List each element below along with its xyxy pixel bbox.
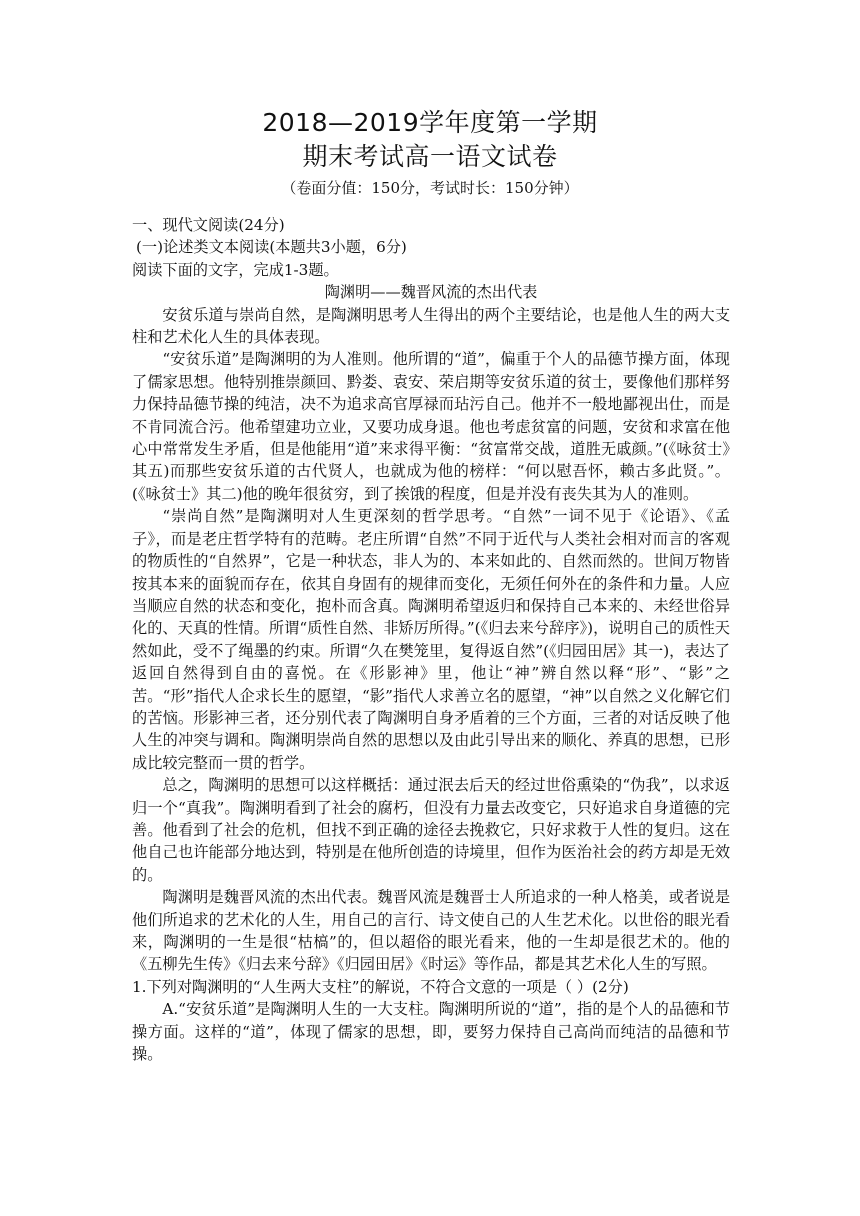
exam-subtitle: （卷面分值：150分，考试时长：150分钟）	[281, 179, 579, 197]
exam-header	[0, 106, 860, 200]
question-1-option-a: A.“安贫乐道”是陶渊明人生的一大支柱。陶渊明所说的“道”，指的是个人的品德和节操方面。这样的“道”，体现了儒家的思想，即，要努力保持自己高尚而纯洁的品德和节操。	[132, 1000, 730, 1064]
article-paragraph-5: 陶渊明是魏晋风流的杰出代表。魏晋风流是魏晋士人所追求的一种人格美，或者说是他们所追求的艺术化的人生，用自己的言行、诗文使自己的人生艺术化。以世俗的眼光看来，陶渊明的一生是很“枯槁”的，但以超俗的眼光看来，他的一生却是很艺术的。他的《五柳先生传》《归去来兮辞》《归园田居》《时运》等作品，都是其艺术化人生的写照。	[132, 888, 730, 974]
article-paragraph-3: “崇尚自然”是陶渊明对人生更深刻的哲学思考。“自然”一词不见于《论语》、《孟子》，而是老庄哲学特有的范畴。老庄所谓“自然”不同于近代与人类社会相对而言的客观的物质性的“自然界”，它是一种状态，非人为的、本来如此的、自然而然的。世间万物皆按其本来的面貌而存在，依其自身固有的规律而变化，无须任何外在的条件和力量。人应当顺应自然的状态和变化，抱朴而含真。陶渊明希望返归和保持自己本来的、未经世俗异化的、天真的性情。所谓“质性自然、非矫厉所得。”(《归去来兮辞序》)，说明自己的质性天然如此，受不了绳墨的约束。所谓“久在樊笼里，复得返自然”(《归园田居》其一)，表达了返回自然得到自由的喜悦。在《形影神》里，他让“神”辨自然以释“形”、“影”之苦。“形”指代人企求长生的愿望，“影”指代人求善立名的愿望，“神”以自然之义化解它们的苦恼。形影神三者，还分别代表了陶渊明自身矛盾着的三个方面，三者的对话反映了他人生的冲突与调和。陶渊明崇尚自然的思想以及由此引导出来的顺化、养真的思想，已形成比较完整而一贯的哲学。	[132, 507, 730, 772]
question-block	[132, 976, 730, 1066]
exam-title-year: 2018—2019学年度第一学期	[262, 108, 598, 137]
article-paragraph-1: 安贫乐道与崇尚自然，是陶渊明思考人生得出的两个主要结论，也是他人生的两大支柱和艺术化人生的具体表现。	[132, 305, 730, 347]
section-subheading: (一)论述类文本阅读(本题共3小题，6分)	[136, 238, 407, 257]
article-paragraph-2: “安贫乐道”是陶渊明的为人准则。他所谓的“道”，偏重于个人的品德节操方面，体现了儒家思想。他特别推崇颜回、黔娄、袁安、荣启期等安贫乐道的贫士，要像他们那样努力保持品德节操的纯洁，决不为追求高官厚禄而玷污自己。他并不一般地鄙视出仕，而是不肯同流合污。他希望建功立业，又要功成身退。他也考虑贫富的问题，安贫和求富在他心中常常发生矛盾，但是他能用“道”来求得平衡：“贫富常交战，道胜无戚颜。”(《咏贫士》其五)而那些安贫乐道的古代贤人，也就成为他的榜样：“何以慰吾怀，赖古多此贤。”。(《咏贫士》其二)他的晚年很贫穷，到了挨饿的程度，但是并没有丧失其为人的准则。	[132, 350, 730, 503]
article-title: 陶渊明——魏晋风流的杰出代表	[324, 283, 538, 302]
reading-instruction: 阅读下面的文字，完成1-3题。	[132, 260, 339, 279]
exam-title-subject: 期末考试高一语文试卷	[302, 142, 558, 171]
article-body	[132, 304, 730, 976]
section-heading: 一、现代文阅读(24分)	[132, 216, 285, 234]
question-1: 1.下列对陶渊明的“人生两大支柱”的解说，不符合文意的一项是（ ）(2分)	[132, 977, 629, 996]
article-paragraph-4: 总之，陶渊明的思想可以这样概括：通过泯去后天的经过世俗熏染的“伪我”，以求返归一个“真我”。陶渊明看到了社会的腐朽，但没有力量去改变它，只好追求自身道德的完善。他看到了社会的危机，但找不到正确的途径去挽救它，只好求救于人性的复归。这在他自己也许能部分地达到，特别是在他所创造的诗境里，但作为医治社会的药方却是无效的。	[132, 776, 730, 884]
exam-content	[132, 214, 730, 1065]
